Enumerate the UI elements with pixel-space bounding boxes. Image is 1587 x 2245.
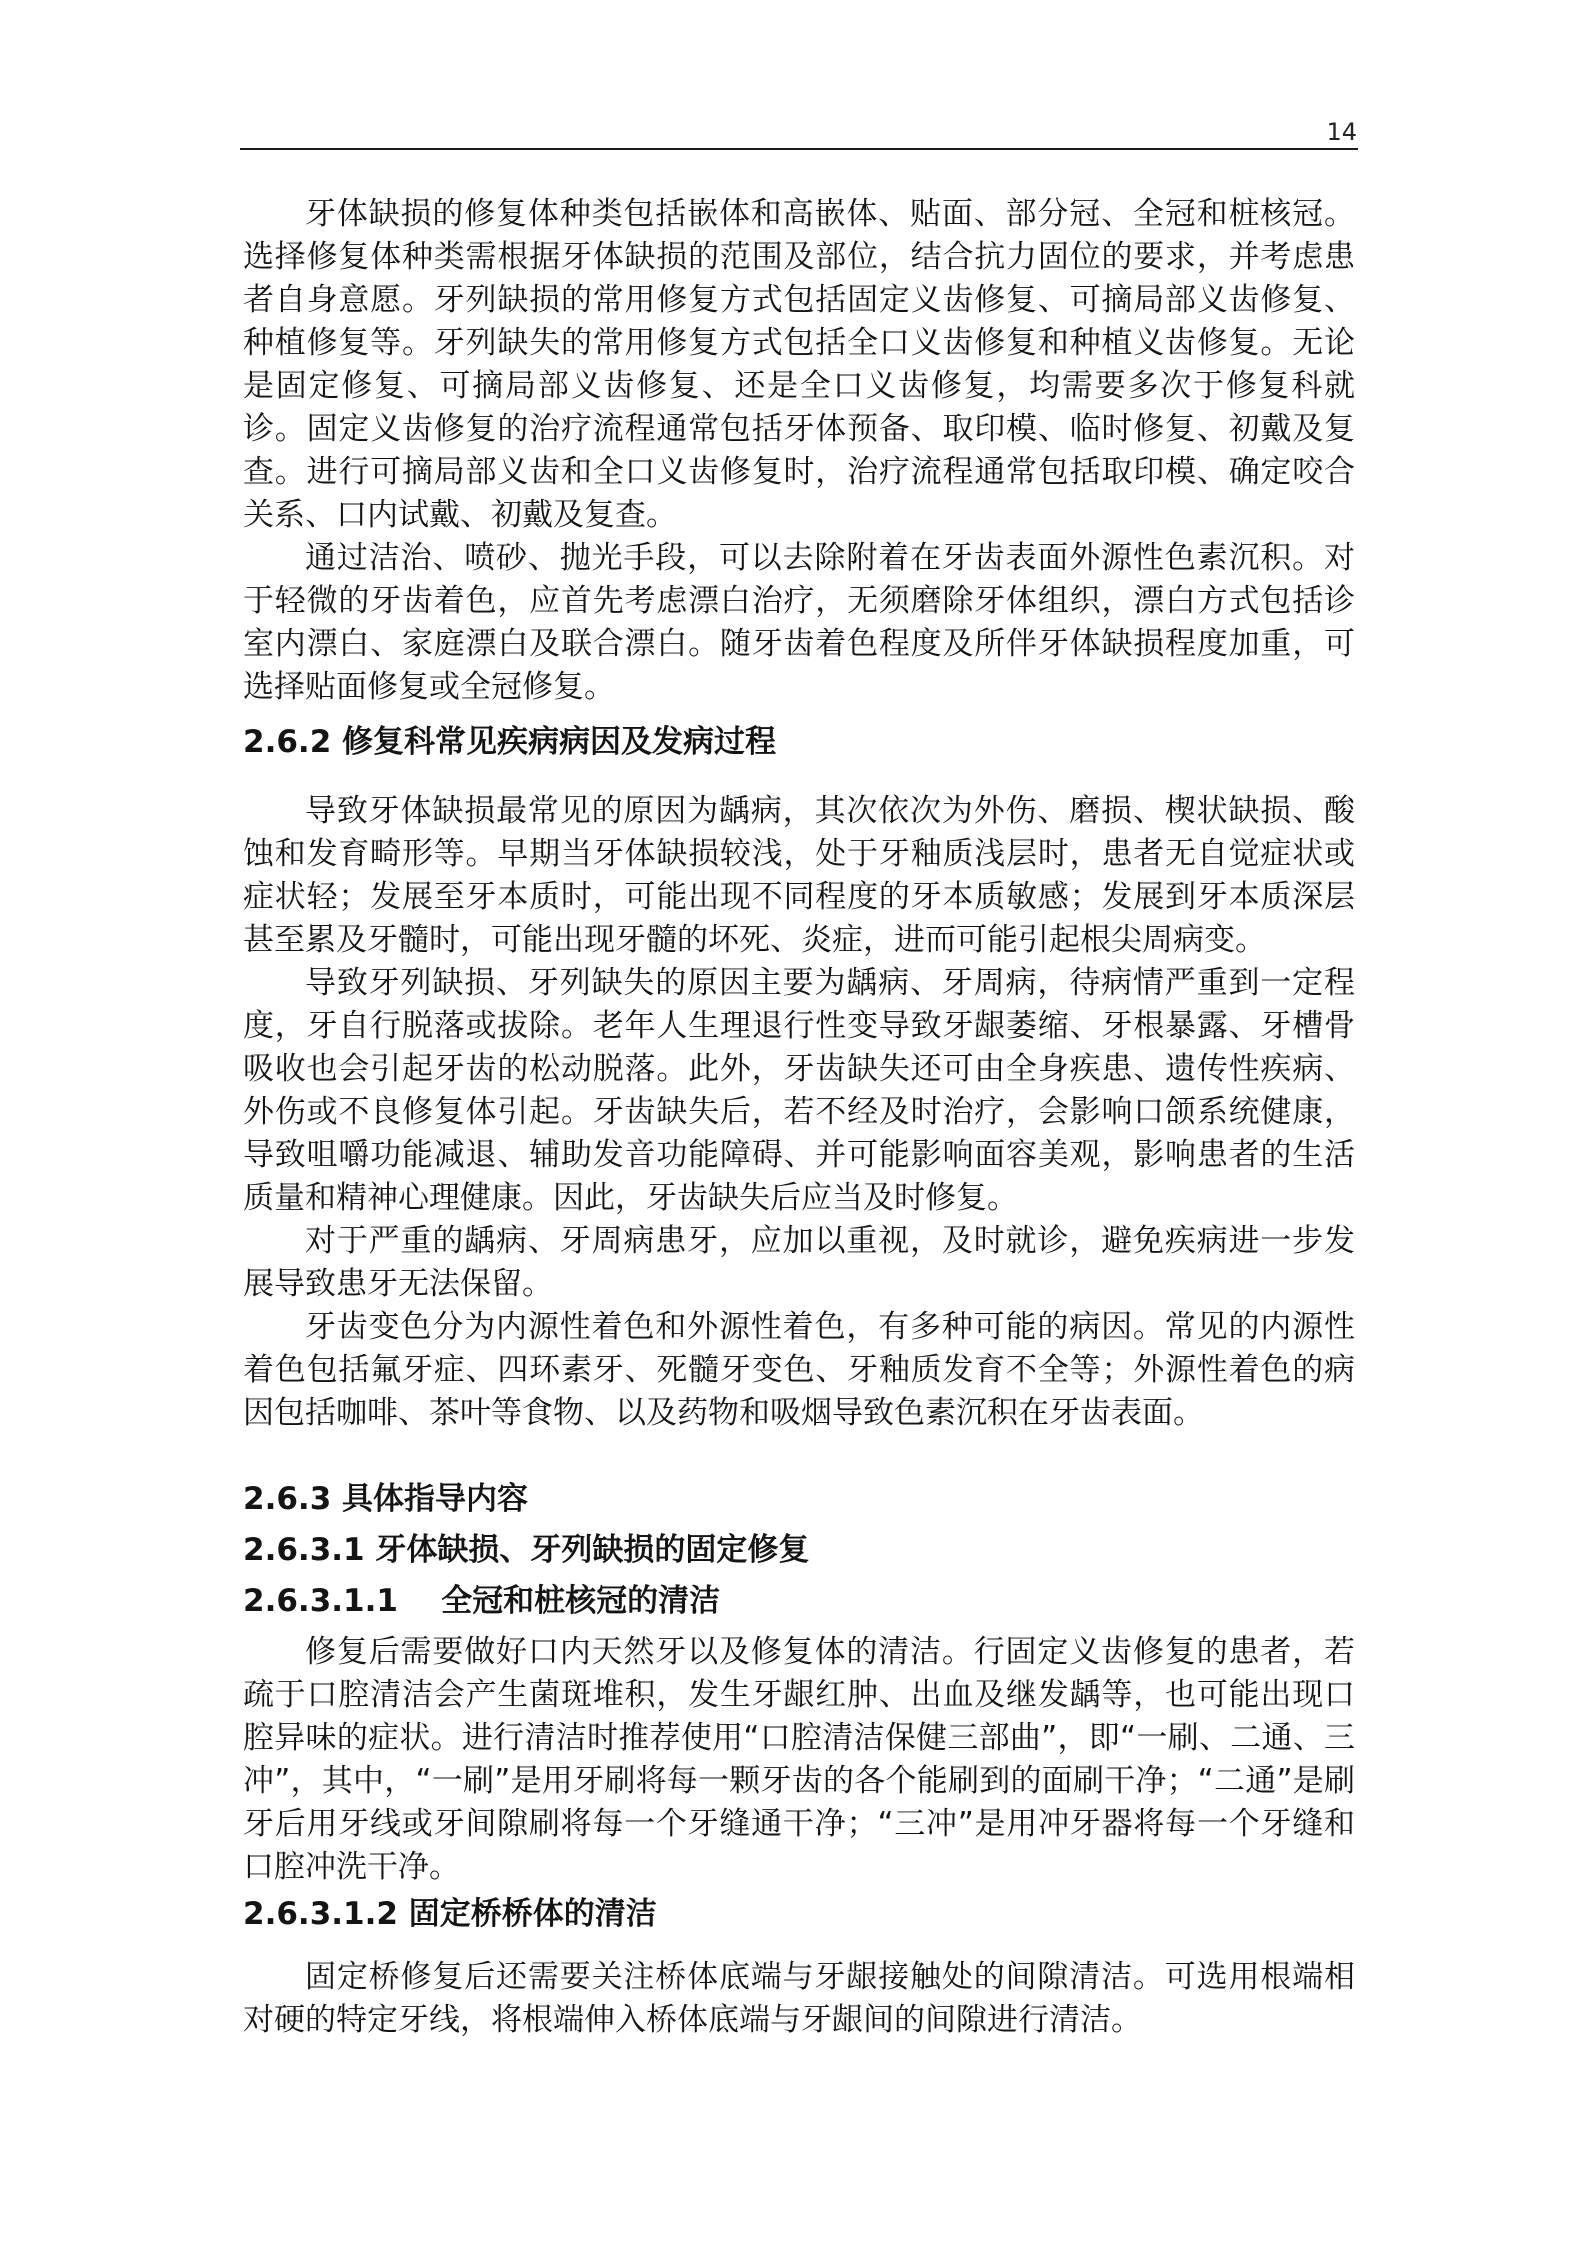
section-heading-2-6-2: 2.6.2 修复科常见疾病病因及发病过程 <box>243 724 777 760</box>
paragraph-tooth-discoloration: 牙齿变色分为内源性着色和外源性着色，有多种可能的病因。常见的内源性着色包括氟牙症、四环素牙、死髓牙变色、牙釉质发育不全等；外源性着色的病因包括咖啡、茶叶等食物、以及药物和吸烟导致色素沉积在牙齿表面。 <box>243 1309 1355 1431</box>
paragraph-restoration-types: 牙体缺损的修复体种类包括嵌体和高嵌体、贴面、部分冠、全冠和桩核冠。选择修复体种类需根据牙体缺损的范围及部位，结合抗力固位的要求，并考虑患者自身意愿。牙列缺损的常用修复方式包括固定义齿修复、可摘局部义齿修复、种植修复等。牙列缺失的常用修复方式包括全口义齿修复和种植义齿修复。无论是固定修复、可摘局部义齿修复、还是全口义齿修复，均需要多次于修复科就诊。固定义齿修复的治疗流程通常包括牙体预备、取印模、临时修复、初戴及复查。进行可摘局部义齿和全口义齿修复时，治疗流程通常包括取印模、确定咬合关系、口内试戴、初戴及复查。 <box>243 196 1355 533</box>
paragraph-bridge-cleaning: 固定桥修复后还需要关注桥体底端与牙龈接触处的间隙清洁。可选用根端相对硬的特定牙线，将根端伸入桥体底端与牙龈间的间隙进行清洁。 <box>243 1959 1355 2038</box>
page-number: 14 <box>1326 118 1357 146</box>
section-heading-2-6-3-1-1: 2.6.3.1.1 全冠和桩核冠的清洁 <box>243 1583 721 1619</box>
section-heading-2-6-3-1-2: 2.6.3.1.2 固定桥桥体的清洁 <box>243 1896 657 1932</box>
paragraph-severe-disease-advice: 对于严重的龋病、牙周病患牙，应加以重视，及时就诊，避免疾病进一步发展导致患牙无法保留。 <box>243 1223 1355 1302</box>
section-heading-2-6-3: 2.6.3 具体指导内容 <box>243 1481 529 1517</box>
paragraph-tooth-defect-causes: 导致牙体缺损最常见的原因为龋病，其次依次为外伤、磨损、楔状缺损、酸蚀和发育畸形等。早期当牙体缺损较浅，处于牙釉质浅层时，患者无自觉症状或症状轻；发展至牙本质时，可能出现不同程度的牙本质敏感；发展到牙本质深层甚至累及牙髓时，可能出现牙髓的坏死、炎症，进而可能引起根尖周病变。 <box>243 793 1355 958</box>
paragraph-dentition-loss-causes: 导致牙列缺损、牙列缺失的原因主要为龋病、牙周病，待病情严重到一定程度，牙自行脱落或拔除。老年人生理退行性变导致牙龈萎缩、牙根暴露、牙槽骨吸收也会引起牙齿的松动脱落。此外，牙齿缺失还可由全身疾患、遗传性疾病、外伤或不良修复体引起。牙齿缺失后，若不经及时治疗，会影响口颌系统健康，导致咀嚼功能减退、辅助发音功能障碍、并可能影响面容美观，影响患者的生活质量和精神心理健康。因此，牙齿缺失后应当及时修复。 <box>243 965 1355 1216</box>
header-rule <box>240 148 1358 150</box>
page-content <box>243 193 1355 2042</box>
paragraph-crown-cleaning: 修复后需要做好口内天然牙以及修复体的清洁。行固定义齿修复的患者，若疏于口腔清洁会产生菌斑堆积，发生牙龈红肿、出血及继发龋等，也可能出现口腔异味的症状。进行清洁时推荐使用“口腔清洁保健三部曲”，即“一刷、二通、三冲”，其中，“一刷”是用牙刷将每一颗牙齿的各个能刷到的面刷干净；“二通”是刷牙后用牙线或牙间隙刷将每一个牙缝通干净；“三冲”是用冲牙器将每一个牙缝和口腔冲洗干净。 <box>243 1634 1355 1885</box>
paragraph-tooth-stain-treatment: 通过洁治、喷砂、抛光手段，可以去除附着在牙齿表面外源性色素沉积。对于轻微的牙齿着色，应首先考虑漂白治疗，无须磨除牙体组织，漂白方式包括诊室内漂白、家庭漂白及联合漂白。随牙齿着色程度及所伴牙体缺损程度加重，可选择贴面修复或全冠修复。 <box>243 540 1355 705</box>
section-heading-2-6-3-1: 2.6.3.1 牙体缺损、牙列缺损的固定修复 <box>243 1532 810 1568</box>
